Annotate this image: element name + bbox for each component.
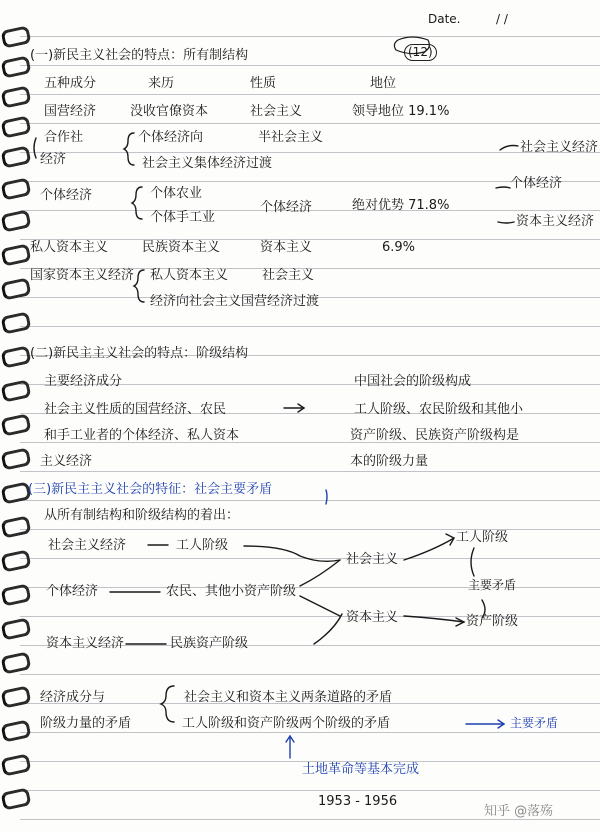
s3-row1-right: 工人阶级	[176, 538, 229, 553]
row4-name: 私人资本主义	[30, 240, 109, 255]
row3-status: 绝对优势 71.8%	[352, 198, 450, 213]
s2-right-line2: 工人阶级、农民阶级和其他小	[354, 402, 524, 417]
s3-subtitle: 从所有制结构和阶级结构的着出：	[44, 508, 240, 523]
row3-origin-a: 个体农业	[150, 186, 203, 201]
s2-right-line1: 中国社会的阶级构成	[354, 374, 472, 389]
s3-row3-left: 资本主义经济	[46, 636, 125, 651]
row3-name: 个体经济	[40, 188, 93, 203]
s3-arrow-note: 主要矛盾	[510, 716, 559, 730]
row2-origin-a: 个体经济向	[138, 130, 204, 145]
col-header-origin: 来历	[148, 76, 175, 91]
page-mark: (12)	[404, 44, 437, 61]
s3-mid-capitalism: 资本主义	[346, 610, 399, 625]
row2-name-a: 合作社	[44, 130, 84, 145]
s3-row1-left: 社会主义经济	[48, 538, 127, 553]
row1-name: 国营经济	[44, 104, 97, 119]
row4-status: 6.9%	[382, 240, 416, 255]
s3-summary-right-2: 工人阶级和资产阶级两个阶级的矛盾	[182, 716, 391, 731]
side-note-individual: 个体经济	[510, 176, 563, 191]
row1-status: 领导地位 19.1%	[352, 104, 450, 119]
s2-right-line4: 本的阶级力量	[350, 454, 429, 469]
s3-row2-right: 农民、其他小资产阶级	[166, 584, 297, 599]
row1-nature: 社会主义	[250, 104, 303, 119]
side-note-socialist: 社会主义经济	[520, 140, 599, 155]
watermark: 知乎 @落殇	[484, 804, 554, 819]
row5-nature: 社会主义	[262, 268, 315, 283]
s3-row3-right: 民族资产阶级	[170, 636, 249, 651]
date-slashes: / /	[496, 12, 508, 26]
date-label: Date.	[428, 12, 461, 26]
col-header-status: 地位	[370, 76, 397, 91]
row2-nature: 半社会主义	[258, 130, 324, 145]
col-header-components: 五种成分	[44, 76, 97, 91]
s3-summary-left-2: 阶级力量的矛盾	[40, 716, 132, 731]
s3-row2-left: 个体经济	[46, 584, 99, 599]
row5-name: 国家资本主义经济	[30, 268, 135, 283]
s2-left-line1: 主要经济成分	[44, 374, 123, 389]
s3-far-bourgeoisie: 资产阶级	[466, 614, 519, 629]
row4-nature: 资本主义	[260, 240, 313, 255]
s2-left-line3: 和手工业者的个体经济、私人资本	[44, 428, 240, 443]
s3-summary-right-1: 社会主义和资本主义两条道路的矛盾	[184, 690, 393, 705]
s3-far-workers: 工人阶级	[456, 530, 509, 545]
s2-right-line3: 资产阶级、民族资产阶级构是	[350, 428, 520, 443]
s2-left-line2: 社会主义性质的国营经济、农民	[44, 402, 227, 417]
side-note-capitalist: 资本主义经济	[516, 214, 595, 229]
row3-origin-b: 个体手工业	[150, 210, 216, 225]
section3-title: (三)新民主主义社会的特征：社会主要矛盾	[28, 482, 273, 497]
s2-left-line4: 主义经济	[40, 454, 93, 469]
s3-blue-note: 土地革命等基本完成	[302, 762, 420, 777]
s3-mid-socialism: 社会主义	[346, 552, 399, 567]
section2-title: (二)新民主主义社会的特点：阶级结构	[30, 346, 249, 361]
s3-far-main-contradiction: 主要矛盾	[468, 578, 517, 592]
col-header-nature: 性质	[250, 76, 277, 91]
row1-origin: 没收官僚资本	[130, 104, 209, 119]
s3-summary-left-1: 经济成分与	[40, 690, 106, 705]
row4-origin: 民族资本主义	[142, 240, 221, 255]
row2-name-b: 经济	[40, 152, 67, 167]
row5-origin-a: 私人资本主义	[150, 268, 229, 283]
row2-origin-b: 社会主义集体经济过渡	[142, 156, 273, 171]
section1-title: (一)新民主义社会的特点：所有制结构	[30, 48, 249, 63]
row5-origin-b: 经济向社会主义国营经济过渡	[150, 294, 320, 309]
s3-years: 1953 - 1956	[318, 794, 398, 809]
row3-nature: 个体经济	[260, 200, 313, 215]
